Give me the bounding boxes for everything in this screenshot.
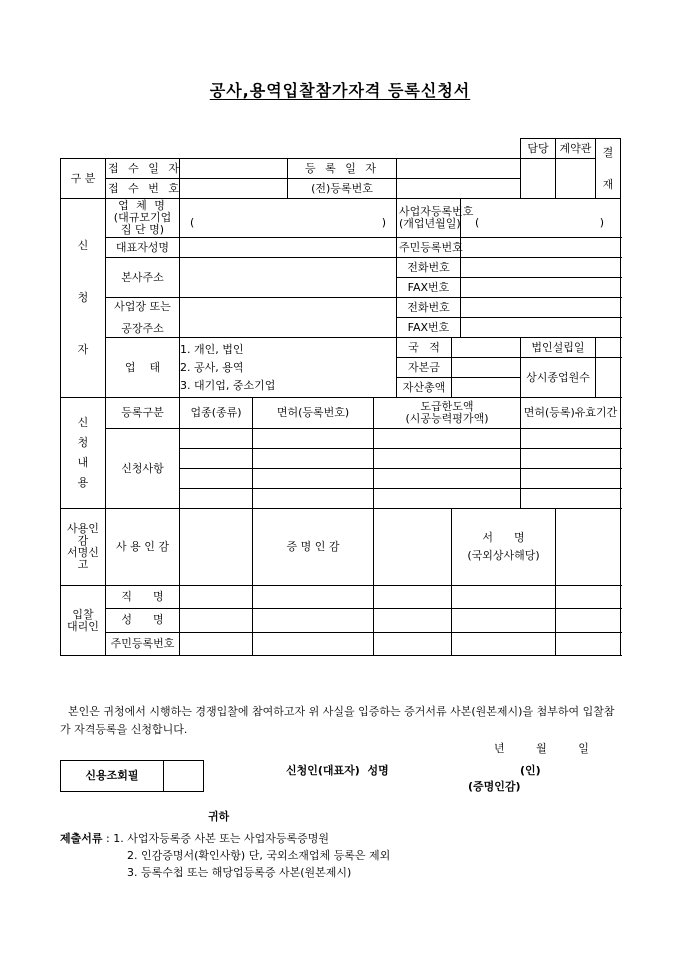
assets-label: 자산총액 xyxy=(397,378,452,398)
biz-reg-no-field[interactable]: ( ) xyxy=(461,199,621,238)
applicant-signature-label: 신청인(대표자) 성명 xyxy=(286,764,389,777)
addressee: 귀하 xyxy=(208,810,230,823)
request-row-4-limit[interactable] xyxy=(374,489,521,509)
request-row-2-industry[interactable] xyxy=(180,449,253,469)
credit-check-box xyxy=(60,760,204,792)
approval-side-label: 결 재 xyxy=(596,139,621,199)
cert-seal-mark: (증명인감) xyxy=(468,780,521,793)
agent-position-field-2[interactable] xyxy=(253,586,374,609)
agent-name-field-4[interactable] xyxy=(452,609,556,632)
request-row-1-industry[interactable] xyxy=(180,429,253,449)
industry-header: 업종(종류) xyxy=(180,398,253,429)
use-seal-box[interactable] xyxy=(180,509,253,586)
hq-fax-label: FAX번호 xyxy=(397,278,461,298)
request-row-1-validity[interactable] xyxy=(521,429,621,449)
agent-side-label: 입찰 대리인 xyxy=(61,586,106,656)
request-row-4-validity[interactable] xyxy=(521,489,621,509)
hq-address-label: 본사주소 xyxy=(106,258,180,298)
site-fax-label: FAX번호 xyxy=(397,318,461,338)
site-fax-field[interactable] xyxy=(461,318,621,338)
signature-label: 서 명 (국외상사해당) xyxy=(452,509,556,586)
request-row-4-industry[interactable] xyxy=(180,489,253,509)
site-phone-label: 전화번호 xyxy=(397,298,461,318)
rep-name-field[interactable] xyxy=(180,238,397,258)
applicant-side-label: 신 청 자 xyxy=(61,199,106,398)
receipt-date-label: 접 수 일 자 xyxy=(106,159,180,179)
doc-item-2: 2. 인감증명서(확인사항) 단, 국외소재업체 등록은 제외 xyxy=(127,849,391,862)
doc-item-1: 1. 사업자등록증 사본 또는 사업자등록증명원 xyxy=(113,832,329,845)
agent-position-field-4[interactable] xyxy=(452,586,556,609)
receipt-no-field[interactable] xyxy=(180,179,288,199)
hq-fax-field[interactable] xyxy=(461,278,621,298)
capital-label: 자본금 xyxy=(397,358,452,378)
hq-address-field[interactable] xyxy=(180,258,397,298)
request-row-2-license[interactable] xyxy=(253,449,374,469)
agent-name-field[interactable] xyxy=(180,609,253,632)
required-documents: 제출서류 : 1. 사업자등록증 사본 또는 사업자등록증명원 2. 인감증명서(확인사항) 단, 국외소재업체 등록은 제외 3. 등록수첩 또는 해당업등록증 사본(원본제시) xyxy=(60,832,391,879)
gubun-label: 구 분 xyxy=(61,159,106,199)
site-phone-field[interactable] xyxy=(461,298,621,318)
agent-name-field-2[interactable] xyxy=(253,609,374,632)
request-item-label: 신청사항 xyxy=(106,429,180,509)
agent-position-field-3[interactable] xyxy=(374,586,452,609)
agent-name-label: 성 명 xyxy=(106,609,180,632)
use-seal-label: 사 용 인 감 xyxy=(106,509,180,586)
approval-officer-header: 계약관 xyxy=(556,139,596,159)
biz-type-options[interactable]: 1. 개인, 법인 2. 공사, 용역 3. 대기업, 중소기업 xyxy=(180,338,397,398)
resident-no-field[interactable] xyxy=(461,238,621,258)
nationality-field[interactable] xyxy=(452,338,521,358)
form-title: 공사,용역입찰참가자격 등록신청서 xyxy=(209,81,471,100)
agent-position-field-5[interactable] xyxy=(556,586,621,609)
agent-position-field[interactable] xyxy=(180,586,253,609)
credit-check-label: 신용조회필 xyxy=(61,761,164,791)
request-side-label: 신 청 내 용 xyxy=(61,398,106,509)
agent-resident-field-5[interactable] xyxy=(556,632,621,655)
receipt-no-label: 접 수 번 호 xyxy=(106,179,180,199)
cert-seal-box[interactable] xyxy=(374,509,452,586)
biz-type-label: 업 태 xyxy=(106,338,180,398)
site-address-label: 사업장 또는 공장주소 xyxy=(106,298,180,338)
request-row-1-license[interactable] xyxy=(253,429,374,449)
resident-no-label: 주민등록번호 xyxy=(397,238,461,258)
request-row-3-limit[interactable] xyxy=(374,469,521,489)
capital-field[interactable] xyxy=(452,358,521,378)
reg-date-field[interactable] xyxy=(397,159,521,179)
signature-box[interactable] xyxy=(556,509,621,586)
receipt-date-field[interactable] xyxy=(180,159,288,179)
request-row-4-license[interactable] xyxy=(253,489,374,509)
hq-phone-label: 전화번호 xyxy=(397,258,461,278)
request-row-3-industry[interactable] xyxy=(180,469,253,489)
incorp-date-field[interactable] xyxy=(596,338,621,358)
agent-name-field-3[interactable] xyxy=(374,609,452,632)
request-row-3-license[interactable] xyxy=(253,469,374,489)
contract-limit-header: 도급한도액 (시공능력평가액) xyxy=(374,398,521,429)
agent-resident-field-4[interactable] xyxy=(452,632,556,655)
reg-type-label: 등록구분 xyxy=(106,398,180,429)
cert-seal-label: 증 명 인 감 xyxy=(253,509,374,586)
license-header: 면허(등록번호) xyxy=(253,398,374,429)
declaration-paragraph: 본인은 귀청에서 시행하는 경쟁입찰에 참여하고자 위 사실을 입증하는 증거서류 사본(원본제시)을 첨부하여 입찰참가 자격등록을 신청합니다. xyxy=(60,705,615,736)
seal-side-label: 사용인 감 서명신 고 xyxy=(61,509,106,586)
docs-label: 제출서류 xyxy=(60,832,103,845)
reg-date-label: 등 록 일 자 xyxy=(288,159,397,179)
site-address-field[interactable] xyxy=(180,298,397,338)
agent-resident-field[interactable] xyxy=(180,632,253,655)
employees-label: 상시종업원수 xyxy=(521,358,596,398)
employees-field[interactable] xyxy=(596,358,621,398)
seal-mark: (인) xyxy=(520,764,541,777)
request-row-2-limit[interactable] xyxy=(374,449,521,469)
request-row-3-validity[interactable] xyxy=(521,469,621,489)
date-line: 년 월 일 xyxy=(494,742,589,755)
agent-position-label: 직 명 xyxy=(106,586,180,609)
assets-field[interactable] xyxy=(452,378,521,398)
request-row-2-validity[interactable] xyxy=(521,449,621,469)
agent-resident-field-3[interactable] xyxy=(374,632,452,655)
prev-reg-no-field[interactable] xyxy=(397,179,521,199)
approval-staff-header: 담당 xyxy=(521,139,556,159)
application-form-table xyxy=(60,138,621,656)
approval-staff-box[interactable] xyxy=(521,159,556,199)
company-name-field[interactable]: ( ) xyxy=(180,199,397,238)
agent-resident-label: 주민등록번호 xyxy=(106,632,180,655)
biz-reg-no-label: 사업자등록번호 (개업년월일) xyxy=(397,199,461,238)
rep-name-label: 대표자성명 xyxy=(106,238,180,258)
nationality-label: 국 적 xyxy=(397,338,452,358)
doc-item-3: 3. 등록수첩 또는 해당업등록증 사본(원본제시) xyxy=(127,866,352,879)
request-row-1-limit[interactable] xyxy=(374,429,521,449)
validity-header: 면허(등록)유효기간 xyxy=(521,398,621,429)
hq-phone-field[interactable] xyxy=(461,258,621,278)
prev-reg-no-label: (전)등록번호 xyxy=(288,179,397,199)
agent-name-field-5[interactable] xyxy=(556,609,621,632)
agent-resident-field-2[interactable] xyxy=(253,632,374,655)
approval-officer-box[interactable] xyxy=(556,159,596,199)
company-name-label: 업 체 명 (대규모기업 집 단 명) xyxy=(106,199,180,238)
incorp-date-label: 법인설립일 xyxy=(521,338,596,358)
